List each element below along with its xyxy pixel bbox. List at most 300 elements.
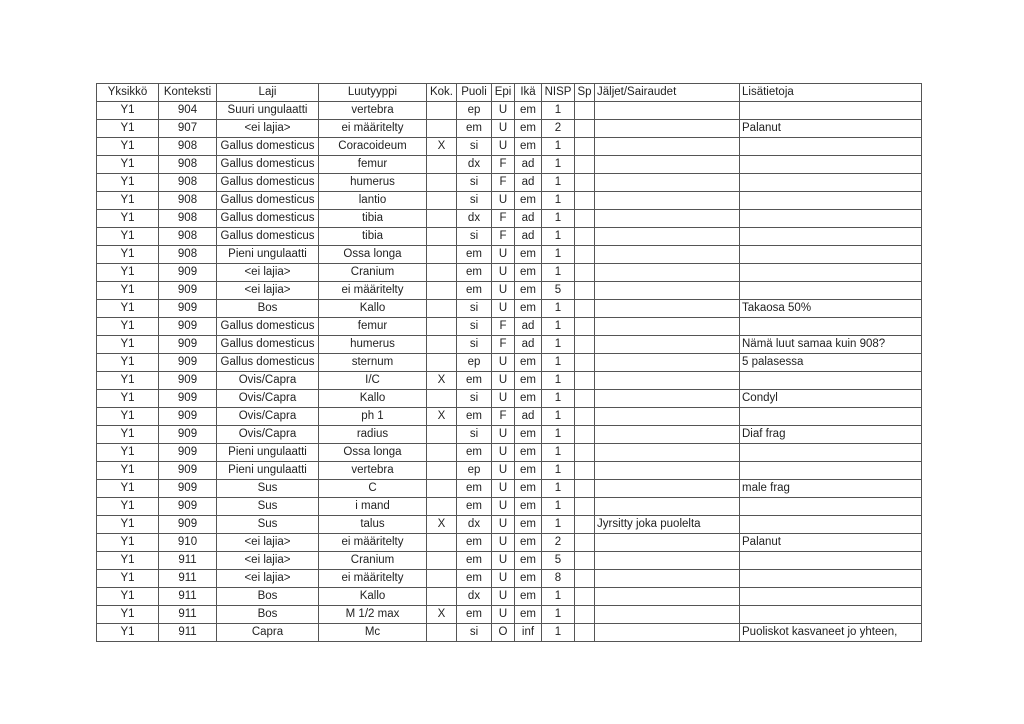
cell-kok bbox=[427, 192, 457, 210]
cell-laji: Sus bbox=[217, 516, 319, 534]
cell-luutyyppi: femur bbox=[319, 156, 427, 174]
cell-sp bbox=[575, 498, 595, 516]
cell-konteksti: 911 bbox=[159, 552, 217, 570]
table-row bbox=[97, 318, 922, 336]
table-row bbox=[97, 192, 922, 210]
cell-jaljet-sairaudet bbox=[595, 606, 740, 624]
cell-ika: inf bbox=[515, 624, 542, 642]
cell-lisatietoja bbox=[740, 156, 922, 174]
cell-nisp: 2 bbox=[542, 120, 575, 138]
cell-lisatietoja: Condyl bbox=[740, 390, 922, 408]
cell-yksikko: Y1 bbox=[97, 552, 159, 570]
header-ika: Ikä bbox=[515, 84, 542, 102]
cell-laji: Ovis/Capra bbox=[217, 390, 319, 408]
cell-epi: O bbox=[492, 624, 515, 642]
cell-jaljet-sairaudet: Jyrsitty joka puolelta bbox=[595, 516, 740, 534]
cell-ika: em bbox=[515, 264, 542, 282]
cell-jaljet-sairaudet bbox=[595, 534, 740, 552]
cell-jaljet-sairaudet bbox=[595, 318, 740, 336]
cell-yksikko: Y1 bbox=[97, 282, 159, 300]
cell-ika: em bbox=[515, 192, 542, 210]
cell-kok bbox=[427, 174, 457, 192]
cell-laji: <ei lajia> bbox=[217, 282, 319, 300]
cell-yksikko: Y1 bbox=[97, 498, 159, 516]
header-kok: Kok. bbox=[427, 84, 457, 102]
cell-kok bbox=[427, 390, 457, 408]
cell-konteksti: 909 bbox=[159, 354, 217, 372]
cell-kok bbox=[427, 300, 457, 318]
cell-epi: U bbox=[492, 372, 515, 390]
cell-puoli: em bbox=[457, 120, 492, 138]
cell-nisp: 1 bbox=[542, 498, 575, 516]
cell-lisatietoja bbox=[740, 192, 922, 210]
cell-puoli: em bbox=[457, 246, 492, 264]
cell-kok bbox=[427, 552, 457, 570]
cell-konteksti: 910 bbox=[159, 534, 217, 552]
cell-luutyyppi: M 1/2 max bbox=[319, 606, 427, 624]
cell-epi: U bbox=[492, 354, 515, 372]
cell-jaljet-sairaudet bbox=[595, 408, 740, 426]
cell-laji: <ei lajia> bbox=[217, 120, 319, 138]
cell-jaljet-sairaudet bbox=[595, 282, 740, 300]
cell-lisatietoja bbox=[740, 570, 922, 588]
cell-nisp: 1 bbox=[542, 480, 575, 498]
cell-sp bbox=[575, 264, 595, 282]
cell-konteksti: 908 bbox=[159, 174, 217, 192]
cell-konteksti: 909 bbox=[159, 480, 217, 498]
cell-nisp: 1 bbox=[542, 228, 575, 246]
cell-puoli: em bbox=[457, 264, 492, 282]
cell-lisatietoja bbox=[740, 210, 922, 228]
cell-laji: Gallus domesticus bbox=[217, 192, 319, 210]
table-row bbox=[97, 408, 922, 426]
cell-ika: em bbox=[515, 120, 542, 138]
header-puoli: Puoli bbox=[457, 84, 492, 102]
cell-yksikko: Y1 bbox=[97, 480, 159, 498]
cell-epi: U bbox=[492, 498, 515, 516]
table-row bbox=[97, 606, 922, 624]
cell-puoli: si bbox=[457, 300, 492, 318]
cell-ika: em bbox=[515, 102, 542, 120]
cell-sp bbox=[575, 390, 595, 408]
cell-epi: U bbox=[492, 300, 515, 318]
cell-puoli: dx bbox=[457, 516, 492, 534]
cell-epi: U bbox=[492, 462, 515, 480]
cell-epi: U bbox=[492, 534, 515, 552]
cell-yksikko: Y1 bbox=[97, 192, 159, 210]
cell-epi: U bbox=[492, 282, 515, 300]
cell-nisp: 1 bbox=[542, 102, 575, 120]
cell-sp bbox=[575, 138, 595, 156]
cell-lisatietoja: Takaosa 50% bbox=[740, 300, 922, 318]
cell-kok bbox=[427, 282, 457, 300]
cell-laji: Gallus domesticus bbox=[217, 336, 319, 354]
table-row bbox=[97, 300, 922, 318]
table-row bbox=[97, 552, 922, 570]
cell-kok bbox=[427, 462, 457, 480]
table-row bbox=[97, 480, 922, 498]
cell-ika: em bbox=[515, 588, 542, 606]
cell-konteksti: 909 bbox=[159, 372, 217, 390]
cell-laji: Gallus domesticus bbox=[217, 318, 319, 336]
cell-ika: em bbox=[515, 462, 542, 480]
cell-laji: <ei lajia> bbox=[217, 570, 319, 588]
cell-luutyyppi: Kallo bbox=[319, 588, 427, 606]
cell-ika: em bbox=[515, 444, 542, 462]
cell-lisatietoja bbox=[740, 552, 922, 570]
table-row bbox=[97, 282, 922, 300]
cell-sp bbox=[575, 210, 595, 228]
cell-lisatietoja bbox=[740, 408, 922, 426]
cell-laji: Sus bbox=[217, 498, 319, 516]
cell-sp bbox=[575, 570, 595, 588]
cell-lisatietoja bbox=[740, 606, 922, 624]
cell-konteksti: 904 bbox=[159, 102, 217, 120]
cell-yksikko: Y1 bbox=[97, 264, 159, 282]
cell-laji: Ovis/Capra bbox=[217, 408, 319, 426]
cell-epi: U bbox=[492, 120, 515, 138]
cell-yksikko: Y1 bbox=[97, 462, 159, 480]
cell-kok bbox=[427, 588, 457, 606]
cell-lisatietoja: Palanut bbox=[740, 534, 922, 552]
cell-puoli: em bbox=[457, 552, 492, 570]
table-row bbox=[97, 516, 922, 534]
cell-luutyyppi: femur bbox=[319, 318, 427, 336]
cell-laji: Ovis/Capra bbox=[217, 426, 319, 444]
cell-jaljet-sairaudet bbox=[595, 138, 740, 156]
cell-kok bbox=[427, 156, 457, 174]
table-row bbox=[97, 138, 922, 156]
cell-sp bbox=[575, 282, 595, 300]
cell-laji: Sus bbox=[217, 480, 319, 498]
cell-kok bbox=[427, 318, 457, 336]
cell-sp bbox=[575, 408, 595, 426]
cell-luutyyppi: Cranium bbox=[319, 264, 427, 282]
cell-konteksti: 909 bbox=[159, 516, 217, 534]
cell-lisatietoja bbox=[740, 138, 922, 156]
cell-luutyyppi: ph 1 bbox=[319, 408, 427, 426]
table-row bbox=[97, 570, 922, 588]
cell-kok: X bbox=[427, 138, 457, 156]
cell-konteksti: 911 bbox=[159, 570, 217, 588]
cell-luutyyppi: sternum bbox=[319, 354, 427, 372]
cell-lisatietoja bbox=[740, 228, 922, 246]
cell-sp bbox=[575, 156, 595, 174]
cell-puoli: ep bbox=[457, 462, 492, 480]
cell-sp bbox=[575, 552, 595, 570]
cell-nisp: 1 bbox=[542, 354, 575, 372]
cell-kok bbox=[427, 444, 457, 462]
cell-jaljet-sairaudet bbox=[595, 156, 740, 174]
cell-jaljet-sairaudet bbox=[595, 228, 740, 246]
cell-nisp: 1 bbox=[542, 156, 575, 174]
cell-nisp: 1 bbox=[542, 138, 575, 156]
cell-yksikko: Y1 bbox=[97, 390, 159, 408]
cell-kok bbox=[427, 570, 457, 588]
cell-nisp: 1 bbox=[542, 264, 575, 282]
cell-nisp: 1 bbox=[542, 318, 575, 336]
cell-ika: em bbox=[515, 570, 542, 588]
cell-kok: X bbox=[427, 516, 457, 534]
cell-sp bbox=[575, 444, 595, 462]
cell-kok: X bbox=[427, 372, 457, 390]
cell-konteksti: 909 bbox=[159, 318, 217, 336]
cell-epi: U bbox=[492, 588, 515, 606]
cell-sp bbox=[575, 354, 595, 372]
cell-jaljet-sairaudet bbox=[595, 102, 740, 120]
header-epi: Epi bbox=[492, 84, 515, 102]
cell-epi: U bbox=[492, 264, 515, 282]
cell-epi: U bbox=[492, 390, 515, 408]
cell-nisp: 1 bbox=[542, 588, 575, 606]
cell-nisp: 1 bbox=[542, 192, 575, 210]
cell-ika: em bbox=[515, 606, 542, 624]
table-row bbox=[97, 498, 922, 516]
cell-ika: em bbox=[515, 138, 542, 156]
cell-puoli: si bbox=[457, 138, 492, 156]
cell-epi: F bbox=[492, 210, 515, 228]
cell-ika: em bbox=[515, 246, 542, 264]
cell-nisp: 1 bbox=[542, 606, 575, 624]
cell-ika: ad bbox=[515, 336, 542, 354]
cell-sp bbox=[575, 588, 595, 606]
cell-ika: em bbox=[515, 300, 542, 318]
cell-sp bbox=[575, 480, 595, 498]
cell-puoli: ep bbox=[457, 354, 492, 372]
cell-luutyyppi: tibia bbox=[319, 210, 427, 228]
cell-lisatietoja bbox=[740, 516, 922, 534]
cell-luutyyppi: tibia bbox=[319, 228, 427, 246]
cell-konteksti: 909 bbox=[159, 264, 217, 282]
cell-yksikko: Y1 bbox=[97, 408, 159, 426]
cell-konteksti: 911 bbox=[159, 624, 217, 642]
cell-luutyyppi: ei määritelty bbox=[319, 570, 427, 588]
cell-kok bbox=[427, 624, 457, 642]
cell-lisatietoja bbox=[740, 498, 922, 516]
cell-epi: U bbox=[492, 426, 515, 444]
cell-ika: em bbox=[515, 498, 542, 516]
cell-puoli: si bbox=[457, 318, 492, 336]
cell-ika: em bbox=[515, 534, 542, 552]
cell-epi: F bbox=[492, 336, 515, 354]
cell-ika: em bbox=[515, 390, 542, 408]
cell-luutyyppi: Ossa longa bbox=[319, 246, 427, 264]
cell-lisatietoja bbox=[740, 372, 922, 390]
table-row bbox=[97, 264, 922, 282]
cell-jaljet-sairaudet bbox=[595, 462, 740, 480]
cell-epi: F bbox=[492, 174, 515, 192]
table-row bbox=[97, 624, 922, 642]
cell-epi: F bbox=[492, 318, 515, 336]
cell-luutyyppi: C bbox=[319, 480, 427, 498]
cell-yksikko: Y1 bbox=[97, 588, 159, 606]
cell-kok bbox=[427, 120, 457, 138]
cell-jaljet-sairaudet bbox=[595, 426, 740, 444]
cell-jaljet-sairaudet bbox=[595, 552, 740, 570]
cell-luutyyppi: ei määritelty bbox=[319, 282, 427, 300]
table-row bbox=[97, 120, 922, 138]
cell-yksikko: Y1 bbox=[97, 426, 159, 444]
cell-lisatietoja bbox=[740, 174, 922, 192]
cell-konteksti: 909 bbox=[159, 300, 217, 318]
cell-yksikko: Y1 bbox=[97, 570, 159, 588]
table-body bbox=[97, 102, 922, 642]
cell-epi: F bbox=[492, 228, 515, 246]
cell-lisatietoja: 5 palasessa bbox=[740, 354, 922, 372]
cell-konteksti: 908 bbox=[159, 156, 217, 174]
table-row bbox=[97, 588, 922, 606]
cell-puoli: si bbox=[457, 192, 492, 210]
cell-sp bbox=[575, 318, 595, 336]
cell-sp bbox=[575, 192, 595, 210]
cell-luutyyppi: vertebra bbox=[319, 102, 427, 120]
cell-puoli: si bbox=[457, 228, 492, 246]
cell-konteksti: 909 bbox=[159, 444, 217, 462]
cell-luutyyppi: Mc bbox=[319, 624, 427, 642]
cell-luutyyppi: ei määritelty bbox=[319, 534, 427, 552]
cell-lisatietoja bbox=[740, 102, 922, 120]
cell-ika: em bbox=[515, 480, 542, 498]
cell-luutyyppi: Cranium bbox=[319, 552, 427, 570]
cell-epi: F bbox=[492, 156, 515, 174]
cell-laji: Gallus domesticus bbox=[217, 210, 319, 228]
cell-yksikko: Y1 bbox=[97, 138, 159, 156]
cell-yksikko: Y1 bbox=[97, 300, 159, 318]
cell-jaljet-sairaudet bbox=[595, 570, 740, 588]
cell-ika: ad bbox=[515, 408, 542, 426]
cell-yksikko: Y1 bbox=[97, 174, 159, 192]
cell-lisatietoja: male frag bbox=[740, 480, 922, 498]
cell-sp bbox=[575, 372, 595, 390]
cell-konteksti: 908 bbox=[159, 246, 217, 264]
cell-nisp: 1 bbox=[542, 426, 575, 444]
cell-sp bbox=[575, 300, 595, 318]
cell-konteksti: 908 bbox=[159, 192, 217, 210]
table-row bbox=[97, 156, 922, 174]
cell-lisatietoja bbox=[740, 282, 922, 300]
cell-yksikko: Y1 bbox=[97, 120, 159, 138]
cell-yksikko: Y1 bbox=[97, 354, 159, 372]
cell-laji: Pieni ungulaatti bbox=[217, 444, 319, 462]
cell-konteksti: 909 bbox=[159, 390, 217, 408]
cell-puoli: ep bbox=[457, 102, 492, 120]
table-row bbox=[97, 228, 922, 246]
header-lisatietoja: Lisätietoja bbox=[740, 84, 922, 102]
header-row bbox=[97, 84, 922, 102]
cell-laji: Gallus domesticus bbox=[217, 138, 319, 156]
table-row bbox=[97, 246, 922, 264]
cell-ika: ad bbox=[515, 318, 542, 336]
cell-nisp: 1 bbox=[542, 462, 575, 480]
cell-jaljet-sairaudet bbox=[595, 498, 740, 516]
cell-nisp: 1 bbox=[542, 300, 575, 318]
table-row bbox=[97, 354, 922, 372]
cell-luutyyppi: radius bbox=[319, 426, 427, 444]
table-row bbox=[97, 444, 922, 462]
cell-laji: <ei lajia> bbox=[217, 552, 319, 570]
cell-nisp: 1 bbox=[542, 390, 575, 408]
cell-kok bbox=[427, 210, 457, 228]
cell-ika: em bbox=[515, 426, 542, 444]
cell-puoli: em bbox=[457, 444, 492, 462]
cell-konteksti: 909 bbox=[159, 282, 217, 300]
header-nisp: NISP bbox=[542, 84, 575, 102]
cell-luutyyppi: lantio bbox=[319, 192, 427, 210]
cell-puoli: em bbox=[457, 282, 492, 300]
cell-lisatietoja bbox=[740, 246, 922, 264]
table-row bbox=[97, 102, 922, 120]
table-row bbox=[97, 210, 922, 228]
cell-nisp: 1 bbox=[542, 174, 575, 192]
cell-kok bbox=[427, 480, 457, 498]
cell-laji: Gallus domesticus bbox=[217, 228, 319, 246]
table-row bbox=[97, 390, 922, 408]
cell-puoli: em bbox=[457, 408, 492, 426]
cell-lisatietoja: Palanut bbox=[740, 120, 922, 138]
cell-epi: U bbox=[492, 570, 515, 588]
cell-jaljet-sairaudet bbox=[595, 354, 740, 372]
table-row bbox=[97, 426, 922, 444]
cell-lisatietoja bbox=[740, 444, 922, 462]
cell-ika: em bbox=[515, 282, 542, 300]
cell-jaljet-sairaudet bbox=[595, 192, 740, 210]
cell-konteksti: 909 bbox=[159, 426, 217, 444]
cell-kok bbox=[427, 336, 457, 354]
cell-luutyyppi: vertebra bbox=[319, 462, 427, 480]
cell-laji: Ovis/Capra bbox=[217, 372, 319, 390]
cell-laji: Pieni ungulaatti bbox=[217, 246, 319, 264]
cell-sp bbox=[575, 606, 595, 624]
cell-jaljet-sairaudet bbox=[595, 480, 740, 498]
cell-jaljet-sairaudet bbox=[595, 372, 740, 390]
cell-kok: X bbox=[427, 606, 457, 624]
cell-epi: U bbox=[492, 138, 515, 156]
cell-laji: Gallus domesticus bbox=[217, 354, 319, 372]
cell-sp bbox=[575, 426, 595, 444]
cell-kok bbox=[427, 426, 457, 444]
cell-laji: Bos bbox=[217, 606, 319, 624]
table-row bbox=[97, 336, 922, 354]
cell-konteksti: 908 bbox=[159, 210, 217, 228]
cell-jaljet-sairaudet bbox=[595, 624, 740, 642]
cell-ika: em bbox=[515, 516, 542, 534]
cell-epi: U bbox=[492, 246, 515, 264]
cell-konteksti: 909 bbox=[159, 462, 217, 480]
cell-yksikko: Y1 bbox=[97, 318, 159, 336]
cell-ika: ad bbox=[515, 210, 542, 228]
cell-yksikko: Y1 bbox=[97, 210, 159, 228]
cell-laji: <ei lajia> bbox=[217, 534, 319, 552]
cell-epi: U bbox=[492, 480, 515, 498]
cell-epi: U bbox=[492, 552, 515, 570]
cell-puoli: em bbox=[457, 498, 492, 516]
cell-ika: em bbox=[515, 552, 542, 570]
cell-jaljet-sairaudet bbox=[595, 588, 740, 606]
cell-nisp: 8 bbox=[542, 570, 575, 588]
cell-luutyyppi: humerus bbox=[319, 174, 427, 192]
cell-ika: em bbox=[515, 372, 542, 390]
cell-sp bbox=[575, 102, 595, 120]
cell-kok bbox=[427, 246, 457, 264]
bone-catalog-table bbox=[96, 83, 922, 642]
cell-sp bbox=[575, 534, 595, 552]
header-konteksti: Konteksti bbox=[159, 84, 217, 102]
cell-lisatietoja: Diaf frag bbox=[740, 426, 922, 444]
cell-luutyyppi: Kallo bbox=[319, 390, 427, 408]
cell-yksikko: Y1 bbox=[97, 606, 159, 624]
cell-jaljet-sairaudet bbox=[595, 210, 740, 228]
cell-jaljet-sairaudet bbox=[595, 246, 740, 264]
